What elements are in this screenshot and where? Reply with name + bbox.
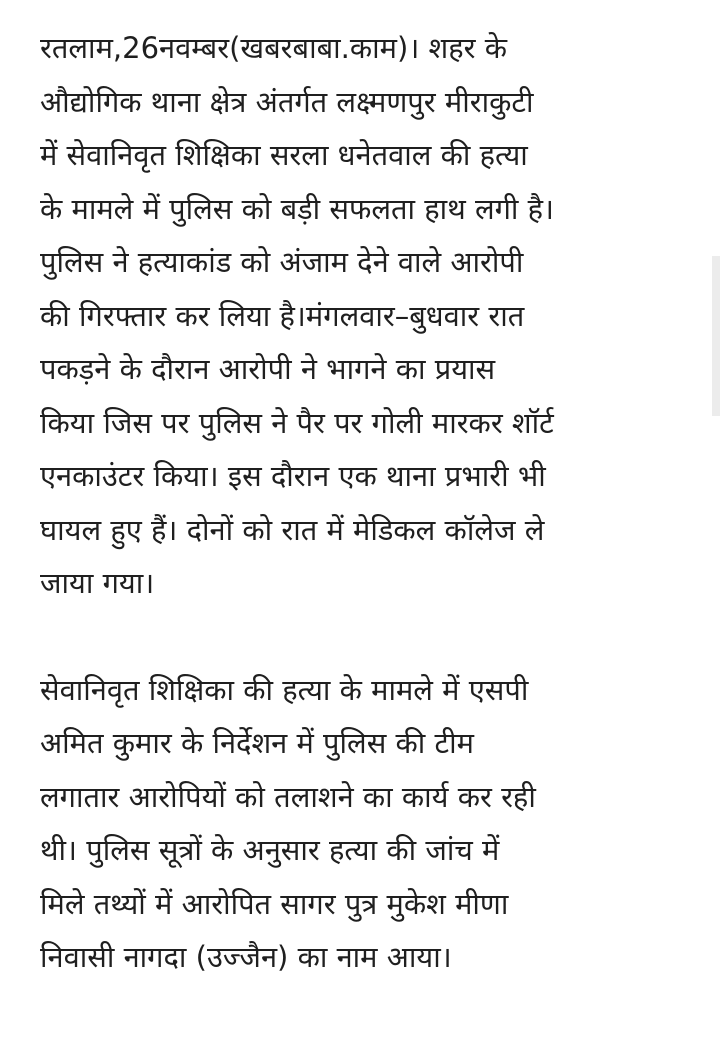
article-paragraph-1: [40, 22, 690, 611]
paragraph-line: निवासी नागदा (उज्जैन) का नाम आया।: [40, 940, 452, 974]
paragraph-line: किया जिस पर पुलिस ने पैर पर गोली मारकर शॉर्ट: [40, 405, 554, 440]
paragraph-line: घायल हुए हैं। दोनों को रात में मेडिकल कॉलेज ले: [40, 512, 545, 547]
paragraph-line: की गिरफ्तार कर लिया है।मंगलवार–बुधवार रात: [40, 298, 525, 333]
paragraph-line: एनकाउंटर किया। इस दौरान एक थाना प्रभारी भी: [40, 459, 546, 493]
paragraph-line: मिले तथ्यों में आरोपित सागर पुत्र मुकेश मीणा: [40, 886, 509, 921]
paragraph-line: पुलिस ने हत्याकांड को अंजाम देने वाले आरोपी: [40, 245, 524, 279]
paragraph-line: थी। पुलिस सूत्रों के अनुसार हत्या की जांच में: [40, 833, 500, 867]
paragraph-line: जाया गया।: [40, 566, 155, 600]
paragraph-line: सेवानिवृत शिक्षिका की हत्या के मामले में एसपी: [40, 672, 529, 707]
article-body: [40, 22, 690, 985]
paragraph-line: के मामले में पुलिस को बड़ी सफलता हाथ लगी है।: [40, 191, 555, 226]
paragraph-line: अमित कुमार के निर्देशन में पुलिस की टीम: [40, 726, 474, 760]
paragraph-line: औद्योगिक थाना क्षेत्र अंतर्गत लक्ष्मणपुर मीराकुटी: [40, 84, 534, 119]
article-paragraph-2: [40, 664, 690, 985]
paragraph-line: रतलाम,26नवम्बर(खबरबाबा.काम)। शहर के: [40, 31, 508, 65]
scrollbar-thumb[interactable]: [712, 256, 720, 416]
paragraph-line: लगातार आरोपियों को तलाशने का कार्य कर रही: [40, 779, 536, 814]
paragraph-line: पकड़ने के दौरान आरोपी ने भागने का प्रयास: [40, 352, 496, 386]
paragraph-line: में सेवानिवृत शिक्षिका सरला धनेतवाल की हत्या: [40, 138, 528, 172]
